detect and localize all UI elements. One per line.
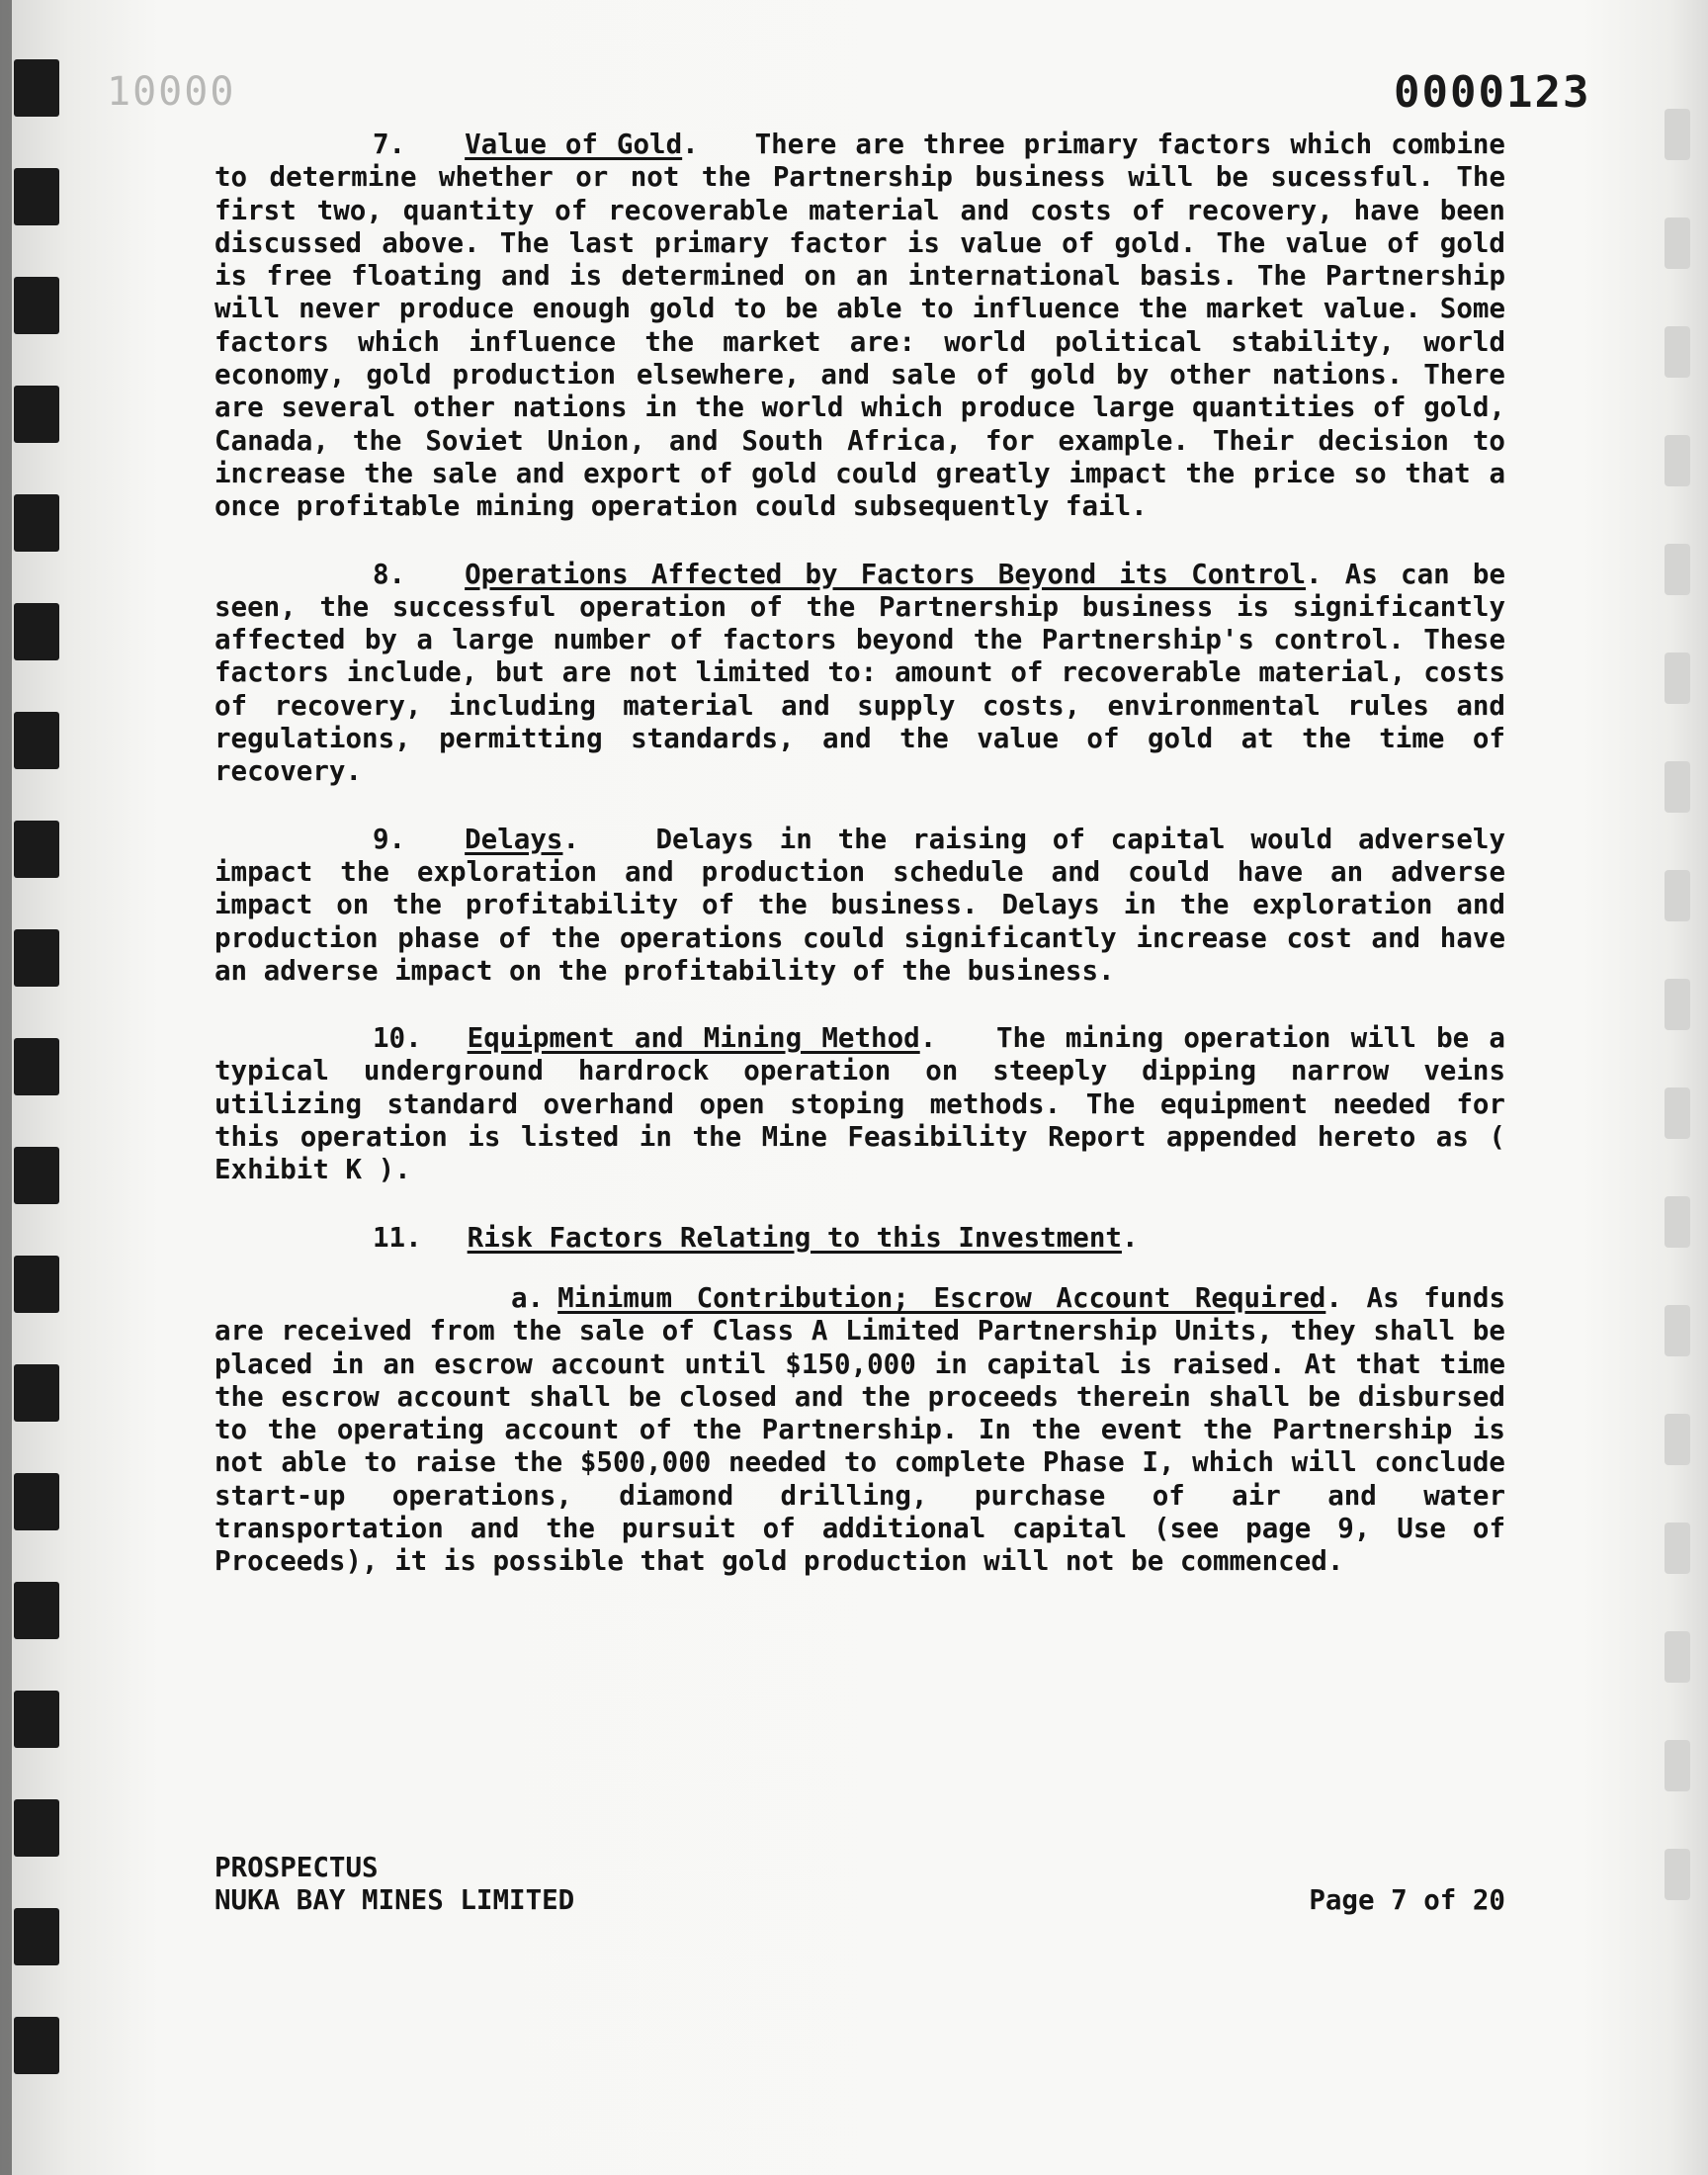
binding-hole [14,1908,59,1965]
section-10 [214,1022,1505,1186]
binding-hole [14,1147,59,1204]
edge-mark [1665,761,1690,813]
section-heading: Risk Factors Relating to this Investment [467,1221,1122,1254]
edge-mark [1665,435,1690,486]
edge-mark [1665,1740,1690,1791]
binding-hole [14,277,59,334]
section-heading: Delays [465,823,563,855]
heading-period: . [682,129,699,160]
page-footer [214,1852,1505,1917]
binding-hole [14,494,59,552]
section-number: 9. [373,823,406,855]
subsection-heading: Minimum Contribution; Escrow Account Required [557,1281,1326,1314]
edge-mark [1665,1631,1690,1683]
edge-mark [1665,326,1690,378]
edge-mark [1665,109,1690,160]
section-text: The mining operation will be a typical underground hardrock operation on steeply dipping narrow veins utilizing standard overhand open stoping methods. The equipment needed for this operation is listed in the Mine Feasibility Report appended hereto as ( Exhibit K ). [214,1022,1505,1186]
section-number: 8. [373,558,406,590]
binding-holes [14,59,59,2145]
edge-mark [1665,979,1690,1030]
section-number: 10. [373,1022,422,1055]
edge-mark [1665,1305,1690,1356]
edge-mark [1665,1196,1690,1248]
bates-number-faded: 10000 [107,69,236,115]
edge-mark [1665,1849,1690,1900]
section-text: There are three primary factors which combine to determine whether or not the Partnership business will be sucessful. The first two, quantity of recoverable material and costs of recovery, have been discussed above. The last primary factor is value of gold. The value of gold is free floating and is determined on an international basis. The Partnership will never produce enough gold to be able to influence the market value. Some factors which influence the market are: world political stability, world economy, gold production elsewhere, and sale of gold by other nations. There are several other nations in the world which produce large quantities of gold, Canada, the Soviet Union, and South Africa, for example. Their decision to increase the sale and export of gold could greatly impact the price so that a once profitable mining operation could subsequently fail. [214,129,1505,523]
footer-company: NUKA BAY MINES LIMITED [214,1884,575,1916]
section-text: As can be seen, the successful operation of the Partnership business is significantly affected by a large number of factors beyond the Partnership's control. These factors include, but are not limited to: amount of recoverable material, costs of recovery, including material and supply costs, environmental rules and regulations, permitting standards, and the value of gold at the time of recovery. [214,558,1506,788]
subsection-label: a. [511,1281,545,1314]
edge-mark [1665,544,1690,595]
section-heading: Equipment and Mining Method [467,1022,920,1055]
heading-period: . [562,823,580,855]
binding-hole [14,1799,59,1857]
binding-hole [14,168,59,225]
section-11-heading [214,1222,1505,1255]
binding-hole [14,1691,59,1748]
binding-hole [14,603,59,660]
document-body [214,129,1505,1613]
edge-mark [1665,1522,1690,1574]
binding-hole [14,1256,59,1313]
right-edge-marks [1665,109,1690,2037]
edge-mark [1665,870,1690,921]
edge-mark [1665,652,1690,704]
section-7 [214,129,1505,524]
edge-mark [1665,1088,1690,1139]
section-number: 7. [373,129,406,160]
page-number: Page 7 of 20 [1309,1884,1505,1916]
section-8 [214,559,1505,789]
binding-hole [14,1473,59,1530]
binding-spine [0,0,12,2175]
heading-period: . [919,1022,937,1055]
binding-hole [14,59,59,117]
binding-hole [14,929,59,987]
bates-number: 0000123 [1394,67,1591,118]
heading-period: . [1121,1221,1139,1254]
footer-doc-type: PROSPECTUS [214,1852,379,1883]
subsection-heading-period: . [1325,1281,1342,1314]
binding-hole [14,821,59,878]
section-text: Delays in the raising of capital would adversely impact the exploration and production schedule and could have an adverse impact on the profitability of the business. Delays in the exploration and production phase of the operations could significantly increase cost and have an adverse impact on the profitability of the business. [214,823,1505,987]
heading-period: . [1306,558,1323,590]
subsection-text: As funds are received from the sale of Class A Limited Partnership Units, they shall be placed in an escrow account until $150,000 in capital is raised. At that time the escrow account shall be closed and the proceeds therein shall be disbursed to the operating account of the Partnership. In the event the Partnership is not able to raise the $500,000 needed to complete Phase I, which will conclude start-up operations, diamond drilling, purchase of air and water transportation and the pursuit of additional capital (see page 9, Use of Proceeds), it is possible that gold production will not be commenced. [214,1281,1506,1578]
section-heading: Value of Gold [465,129,683,160]
binding-hole [14,1364,59,1422]
section-number: 11. [373,1221,422,1254]
binding-hole [14,1038,59,1095]
binding-hole [14,386,59,443]
edge-mark [1665,218,1690,269]
binding-hole [14,1582,59,1639]
binding-hole [14,2017,59,2074]
binding-hole [14,712,59,769]
edge-mark [1665,1414,1690,1465]
section-9 [214,824,1505,988]
section-heading: Operations Affected by Factors Beyond its Control [465,558,1307,590]
section-11a [214,1282,1505,1579]
